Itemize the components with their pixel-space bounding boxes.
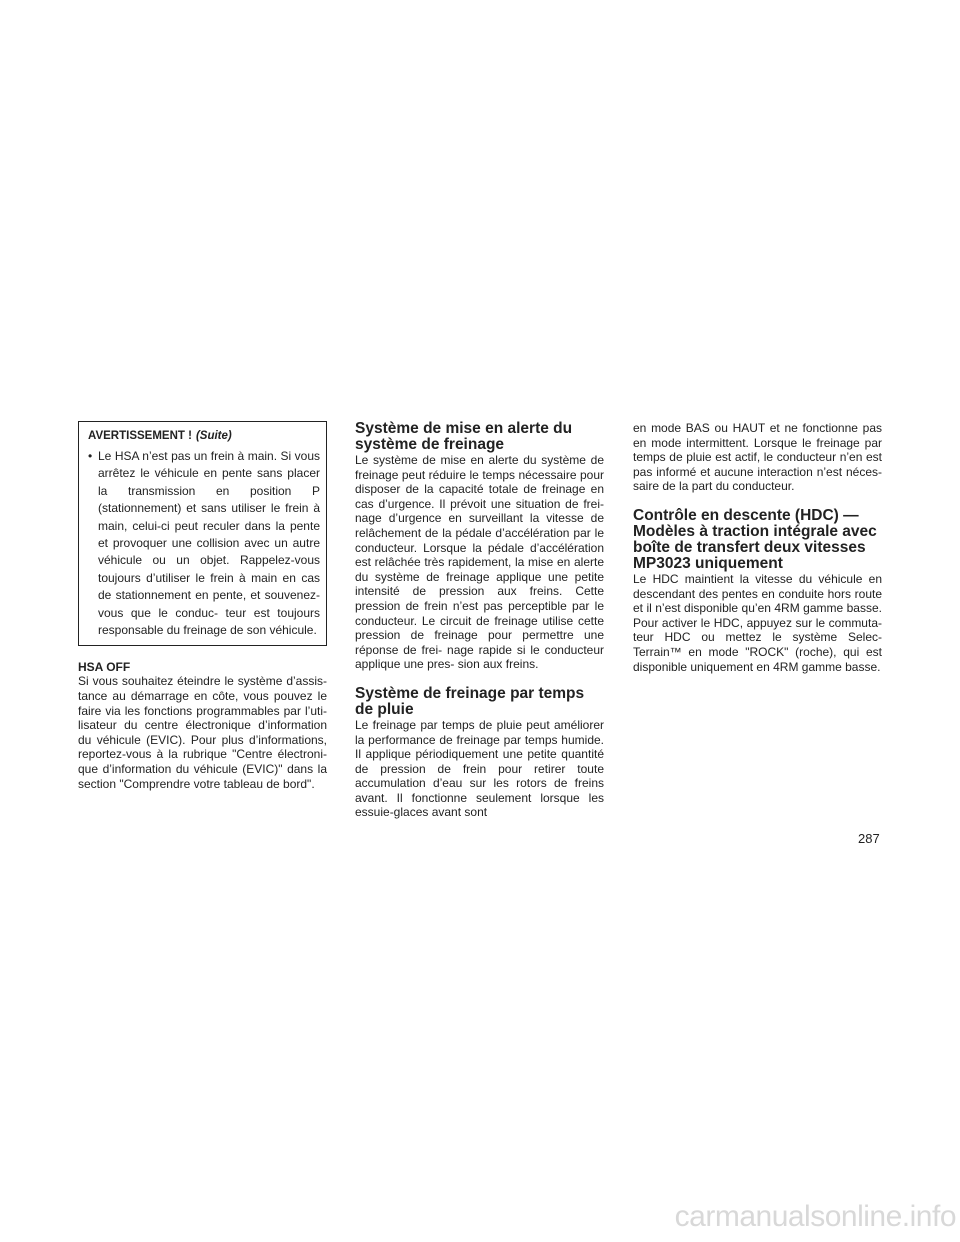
warning-text: Le HSA n’est pas un frein à main. Si vous arrêtez le véhicule en pente sans placer la transmission en position P (stationnement) et sans utiliser le frein à main, celui-ci peut reculer dans la pente et provoquer une collision avec un autre véhicule ou un objet. Rappelez-vous toujours d’utiliser le frein à main en cas de stationnement en pente, et souvenez-vous que le conduc- teur est toujours responsable du freinage de son véhicule. <box>98 449 320 638</box>
hsa-off-heading: HSA OFF <box>78 660 131 675</box>
alert-text: Le système de mise en alerte du système de freinage peut réduire le temps nécessaire pour disposer de la capacité totale de freinage en cas d’urgence. Il prévoit une situation de frei- nage d’urgence en surveillant la vitesse de relâchement de la pédale d’accélération par le conducteur. Lorsque la pédale d’accélération est relâchée très rapidement, la mise en alerte du système de freinage applique une petite intensité de pression aux freins. Cette pression de frein n’est pas perceptible par le conducteur. Le circuit de freinage utilise cette pression de freinage pour permettre une réponse de frei- nage rapide si le conducteur applique une pres- sion aux freins. <box>355 453 604 672</box>
bullet-icon: • <box>88 449 93 463</box>
column-right <box>633 421 882 674</box>
warning-title <box>88 428 320 444</box>
column-middle <box>355 421 604 820</box>
hdc-heading: Contrôle en descente (HDC) — Modèles à traction intégrale avec boîte de transfert deux vitesses MP3023 uniquement <box>633 506 877 572</box>
hsa-off-text: Si vous souhaitez éteindre le système d’assis- tance au démarrage en côte, vous pouvez le faire via les fonctions programmables par l’uti- lisateur du centre électronique d’information du véhicule (EVIC). Pour plus d’informations, reportez-vous à la rubrique "Centre électroni- que d’information du véhicule (EVIC)" dans la section "Comprendre votre tableau de bord". <box>78 674 327 791</box>
column-left <box>78 421 327 791</box>
warning-suite: (Suite) <box>195 430 232 442</box>
warning-bullet-item <box>88 448 320 639</box>
rain-text-continued: en mode BAS ou HAUT et ne fonctionne pas en mode intermittent. Lorsque le freinage par temps de pluie est actif, le conducteur n’en est pas informé et aucune interaction n’est néces- saire de la part du conducteur. <box>633 421 882 494</box>
warning-box <box>78 421 327 646</box>
warning-title-text: AVERTISSEMENT ! <box>88 430 192 442</box>
watermark: carmanualsonline.info <box>674 1200 956 1233</box>
page-number: 287 <box>858 831 880 846</box>
rain-heading: Système de freinage par temps de pluie <box>355 684 585 718</box>
rain-text: Le freinage par temps de pluie peut améliorer la performance de freinage par temps humide. Il applique périodiquement une petite quantité de pression de frein pour retirer toute accumulation d’eau sur les rotors de freins avant. Il fonctionne seulement lorsque les essuie-glaces avant sont <box>355 717 604 820</box>
hdc-text: Le HDC maintient la vitesse du véhicule en descendant des pentes en conduite hors route et il n’est disponible qu’en 4RM gamme basse. Pour activer le HDC, appuyez sur le commuta- teur HDC ou mettez le système Selec-Terrain™ en mode "ROCK" (roche), qui est disponible uniquement en 4RM gamme basse. <box>633 571 882 674</box>
alert-heading: Système de mise en alerte du système de freinage <box>355 420 573 453</box>
